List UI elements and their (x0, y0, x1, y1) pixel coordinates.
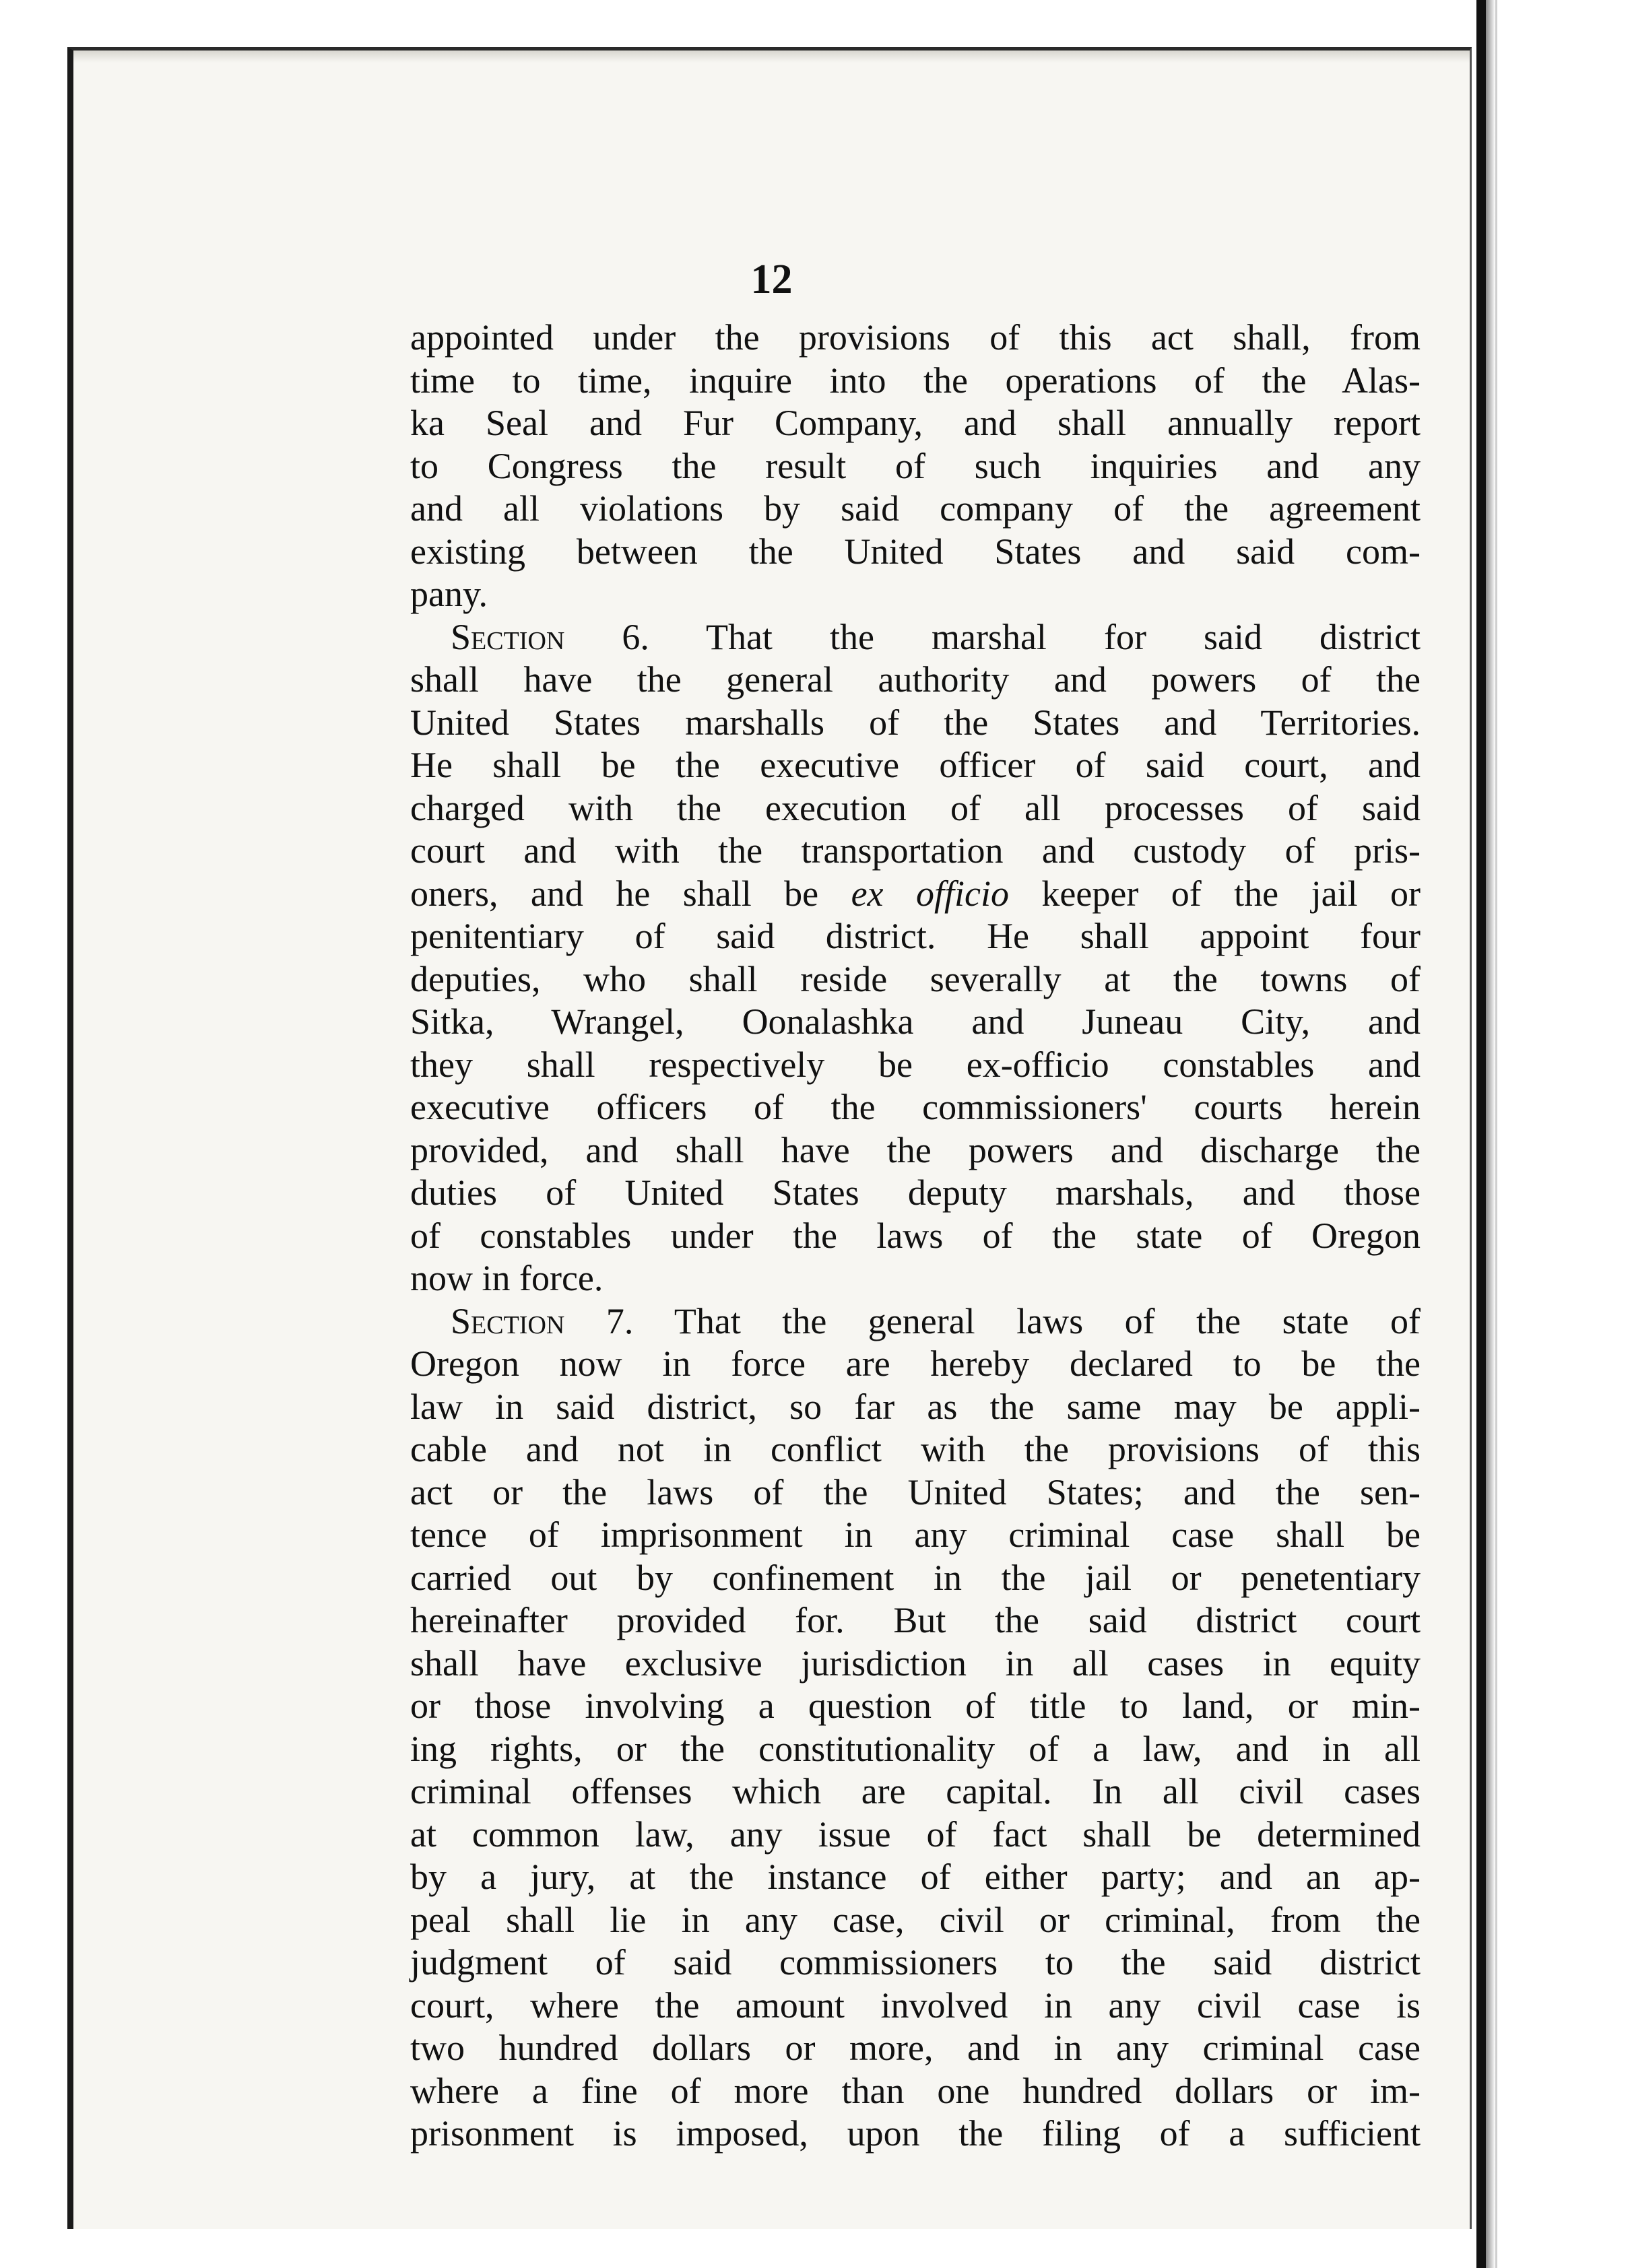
section-label: Section 7. (451, 1300, 634, 1341)
text-line: court, where the amount involved in any civil case is (410, 1984, 1421, 2026)
spine-shadow (1486, 0, 1495, 2268)
text-line: shall have the general authority and powers of the (410, 659, 1421, 700)
text-line: provided, and shall have the powers and discharge the (410, 1129, 1421, 1170)
text-line: He shall be the executive officer of said court, and (410, 745, 1421, 785)
text-line: or those involving a question of title to land, or min- (410, 1686, 1421, 1726)
text-line: ing rights, or the constitutionality of a law, and in all (410, 1728, 1421, 1769)
text-line: carried out by confinement in the jail or penetentiary (410, 1557, 1421, 1598)
text-line: judgment of said commissioners to the said district (410, 1942, 1421, 1982)
section-label: Section 6. (451, 616, 649, 657)
book-page (67, 47, 1472, 2229)
body-text (410, 316, 1421, 2156)
text-line: tence of imprisonment in any criminal case shall be (410, 1514, 1421, 1555)
page-number: 12 (750, 257, 793, 302)
page-top-edge (73, 51, 1470, 63)
section-text: That the general laws of the state of (633, 1300, 1421, 1341)
text-line: by a jury, at the instance of either party; and an ap- (410, 1857, 1421, 1897)
text-line: they shall respectively be ex-officio constables and (410, 1044, 1421, 1085)
text-line: time to time, inquire into the operations of the Alas- (410, 360, 1421, 401)
italic-phrase: ex officio (851, 873, 1009, 914)
text-line: peal shall lie in any case, civil or criminal, from the (410, 1899, 1421, 1940)
text-segment: oners, and he shall be (410, 873, 851, 914)
section-6-heading-line (410, 616, 1421, 659)
text-line: United States marshalls of the States and Territories. (410, 702, 1421, 743)
text-line: of constables under the laws of the state of Oregon (410, 1215, 1421, 1256)
text-segment: keeper of the jail or (1008, 873, 1421, 914)
text-line: act or the laws of the United States; and the sen- (410, 1471, 1421, 1512)
text-line: law in said district, so far as the same may be appli- (410, 1386, 1421, 1427)
text-line: duties of United States deputy marshals, and those (410, 1172, 1421, 1213)
text-line: criminal offenses which are capital. In all civil cases (410, 1771, 1421, 1811)
text-line: penitentiary of said district. He shall appoint four (410, 916, 1421, 956)
text-line: executive officers of the commissioners' courts herein (410, 1087, 1421, 1127)
text-line: shall have exclusive jurisdiction in all cases in equity (410, 1642, 1421, 1683)
text-line: ka Seal and Fur Company, and shall annually report (410, 403, 1421, 443)
text-line: two hundred dollars or more, and in any criminal case (410, 2028, 1421, 2068)
section-text: That the marshal for said district (649, 616, 1421, 657)
text-line: deputies, who shall reside severally at the towns of (410, 958, 1421, 999)
text-line: appointed under the provisions of this act shall, from (410, 317, 1421, 358)
text-line: existing between the United States and said com- (410, 531, 1421, 572)
text-line: Sitka, Wrangel, Oonalashka and Juneau City, and (410, 1001, 1421, 1042)
text-line: and all violations by said company of the agreement (410, 488, 1421, 529)
text-line: court and with the transportation and custody of pris- (410, 830, 1421, 871)
text-line: now in force. (410, 1258, 604, 1298)
text-line: pany. (410, 574, 488, 614)
text-line: charged with the execution of all processes of said (410, 787, 1421, 828)
text-line: at common law, any issue of fact shall be determined (410, 1813, 1421, 1855)
text-line: to Congress the result of such inquiries and any (410, 445, 1421, 486)
book-spine (1476, 0, 1486, 2268)
facing-page-edge (1495, 0, 1630, 2268)
text-line-with-italic (410, 873, 1421, 916)
text-line: prisonment is imposed, upon the filing of a sufficient (410, 2113, 1421, 2154)
text-line: cable and not in conflict with the provisions of this (410, 1429, 1421, 1469)
text-line: hereinafter provided for. But the said district court (410, 1600, 1421, 1640)
text-line: Oregon now in force are hereby declared to be the (410, 1343, 1421, 1384)
section-7-heading-line (410, 1300, 1421, 1343)
text-line: where a fine of more than one hundred dollars or im- (410, 2070, 1421, 2111)
